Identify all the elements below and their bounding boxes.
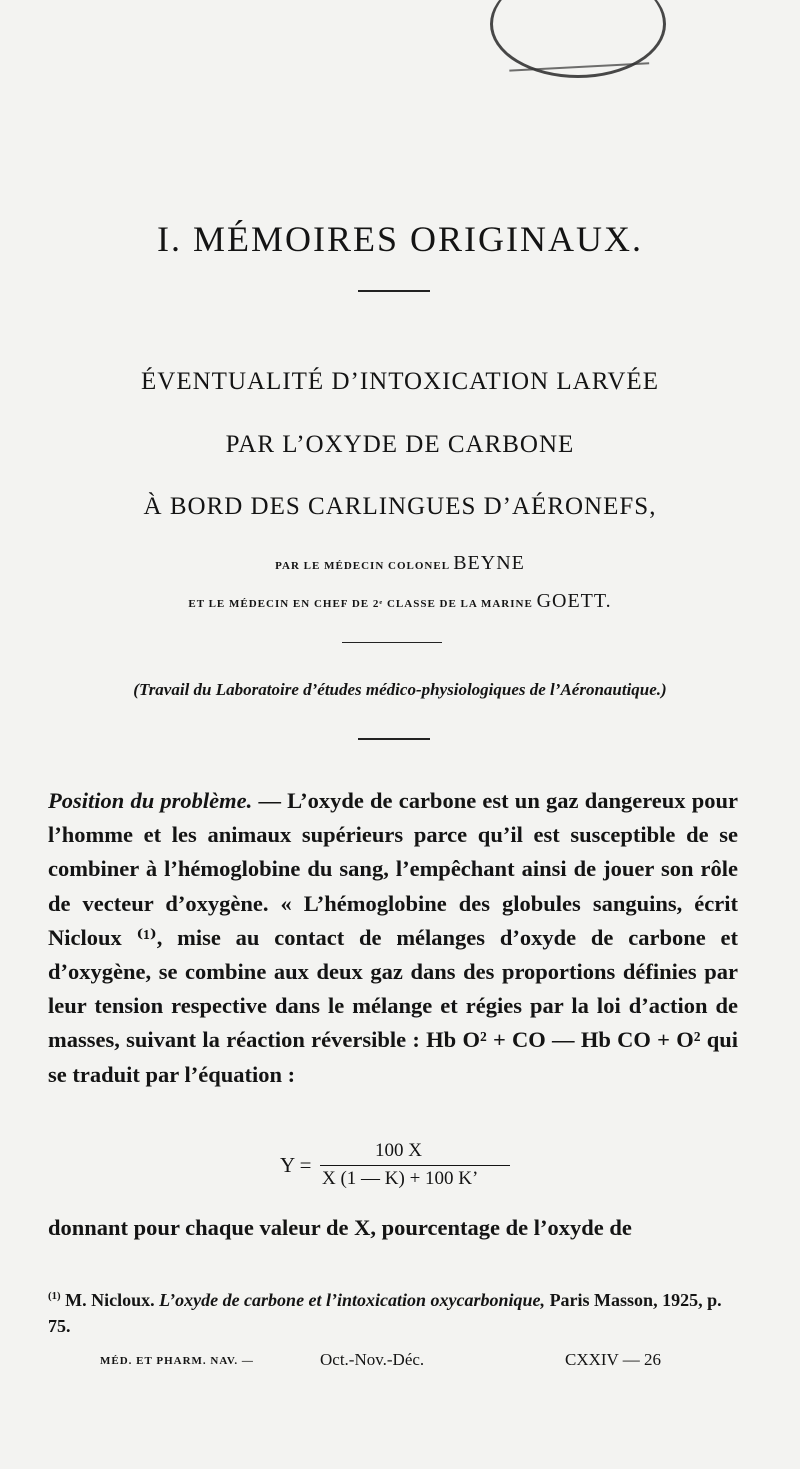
section-title: I. MÉMOIRES ORIGINAUX.: [157, 219, 643, 259]
paragraph-lead: Position du problème.: [48, 788, 253, 813]
laboratory-note: (Travail du Laboratoire d’études médico-physiologiques de l’Aéronautique.): [133, 680, 667, 699]
equation-numerator: 100 X: [375, 1140, 422, 1161]
article-title-line-2: PAR L’OXYDE DE CARBONE: [225, 431, 575, 458]
equation-denominator: X (1 — K) + 100 K’: [322, 1168, 479, 1189]
author-2-name: GOETT.: [536, 590, 612, 612]
section-divider: [358, 290, 430, 292]
article-title-line-3: À BORD DES CARLINGUES D’AÉRONEFS,: [143, 493, 657, 520]
lab-divider: [358, 738, 430, 740]
footer-journal: MÉD. ET PHARM. NAV. —: [100, 1355, 254, 1367]
footer-issue: Oct.-Nov.-Déc.: [320, 1350, 425, 1369]
footer-volume-page: CXXIV — 26: [565, 1350, 662, 1369]
body-paragraph: [48, 784, 738, 1092]
article-title-line-1: ÉVENTUALITÉ D’INTOXICATION LARVÉE: [141, 368, 659, 395]
author-2-title: ET LE MÉDECIN EN CHEF DE 2ᵉ CLASSE DE LA MARINE: [188, 598, 533, 610]
author-1-title: PAR LE MÉDECIN COLONEL: [275, 560, 450, 572]
body-continuation: donnant pour chaque valeur de X, pourcentage de l’oxyde de: [48, 1215, 632, 1240]
equation: [280, 1140, 540, 1200]
fraction-bar: [320, 1165, 510, 1166]
stamp-mark: [507, 14, 649, 71]
equation-lhs: Y =: [280, 1153, 312, 1177]
footnote-author: M. Nicloux.: [65, 1290, 155, 1310]
paragraph-text: — L’oxyde de carbone est un gaz dangereux pour l’homme et les animaux supérieurs parce qu’il est susceptible de se combiner à l’hémoglobine du sang, l’empêchant ainsi de jouer son rôle de vecteur d’oxygène. « L’hémoglobine des globules sanguins, écrit Nicloux ⁽¹⁾, mise au contact de mélanges d’oxyde de carbone et d’oxygène, se combine aux deux gaz dans des proportions définies par leur tension respective dans le mélange et régies par la loi d’action de masses, suivant la réaction réversible : Hb O² + CO — Hb CO + O² qui se traduit par l’équation :: [48, 788, 738, 1087]
author-line-1: [0, 552, 800, 575]
footnote-publisher: Paris Masson, 1925, p. 75.: [48, 1290, 722, 1336]
byline-divider: [342, 642, 442, 643]
author-1-name: BEYNE: [453, 552, 525, 574]
footnote: [48, 1283, 738, 1339]
footnote-marker: (1): [48, 1290, 61, 1302]
footnote-work: L’oxyde de carbone et l’intoxication oxycarbonique,: [159, 1290, 546, 1310]
author-line-2: [0, 590, 800, 613]
